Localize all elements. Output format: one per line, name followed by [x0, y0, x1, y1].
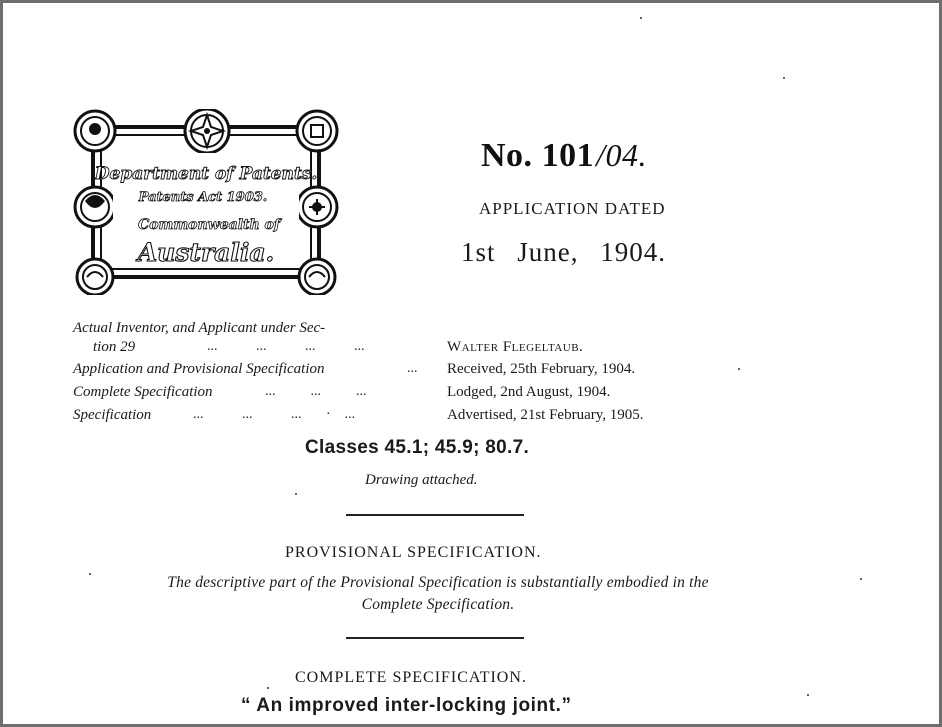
- application-dated-label: APPLICATION DATED: [479, 199, 666, 218]
- provisional-line-2: Complete Specification.: [361, 596, 515, 613]
- detail-label: Actual Inventor, and Applicant under Sec-: [73, 320, 326, 336]
- detail-row-inventor-cont: tion 29 ... ... ... ... Walter Flegeltaub.: [93, 339, 584, 355]
- speck: [807, 694, 809, 696]
- detail-value: Received, 25th February, 1904.: [447, 361, 636, 377]
- detail-row-inventor: [73, 320, 325, 337]
- divider: [346, 637, 524, 639]
- detail-row-specification: Specification ... ... ... · ... Advertised, 21st February, 1905.: [73, 407, 644, 423]
- provisional-heading: PROVISIONAL SPECIFICATION.: [285, 544, 542, 561]
- speck: [89, 573, 91, 575]
- detail-row-application: Application and Provisional Specification ... Received, 25th February, 1904.: [73, 361, 636, 377]
- divider: [346, 514, 524, 516]
- detail-value: Advertised, 21st February, 1905.: [447, 407, 644, 423]
- speck: [860, 578, 862, 580]
- speck: [640, 17, 642, 19]
- provisional-body: [113, 572, 763, 616]
- provisional-line-1: The descriptive part of the Provisional Specification is substantially embodied in the: [167, 574, 709, 591]
- detail-row-complete: Complete Specification ... ... ... Lodged, 2nd August, 1904.: [73, 384, 611, 400]
- complete-heading: COMPLETE SPECIFICATION.: [295, 669, 527, 686]
- speck: [267, 687, 269, 689]
- speck: [783, 77, 785, 79]
- speck: [295, 493, 297, 495]
- detail-label: Specification: [73, 407, 152, 423]
- detail-label: tion 29: [93, 339, 136, 355]
- detail-value: Lodged, 2nd August, 1904.: [447, 384, 611, 400]
- drawing-note: Drawing attached.: [365, 472, 478, 488]
- detail-value: Walter Flegeltaub.: [447, 339, 584, 355]
- classes: Classes 45.1; 45.9; 80.7.: [305, 437, 530, 458]
- patent-number-label: No.: [481, 137, 533, 174]
- application-date: 1st June, 1904.: [461, 237, 666, 267]
- patent-number-year: /04.: [596, 137, 647, 173]
- seal-line-4: Australia.: [137, 238, 275, 267]
- seal-line-2: Patents Act 1903.: [138, 190, 268, 205]
- detail-label: Complete Specification: [73, 384, 213, 400]
- department-of-patents-seal: [71, 109, 341, 295]
- seal-line-3: Commonwealth of: [138, 217, 280, 233]
- invention-title: “ An improved inter-locking joint.”: [241, 695, 572, 716]
- patent-number: [481, 137, 647, 175]
- seal-line-1: Department of Patents.: [94, 164, 318, 184]
- detail-label: Application and Provisional Specification: [73, 361, 325, 377]
- patent-number-value: 101: [541, 137, 595, 174]
- speck: [738, 368, 740, 370]
